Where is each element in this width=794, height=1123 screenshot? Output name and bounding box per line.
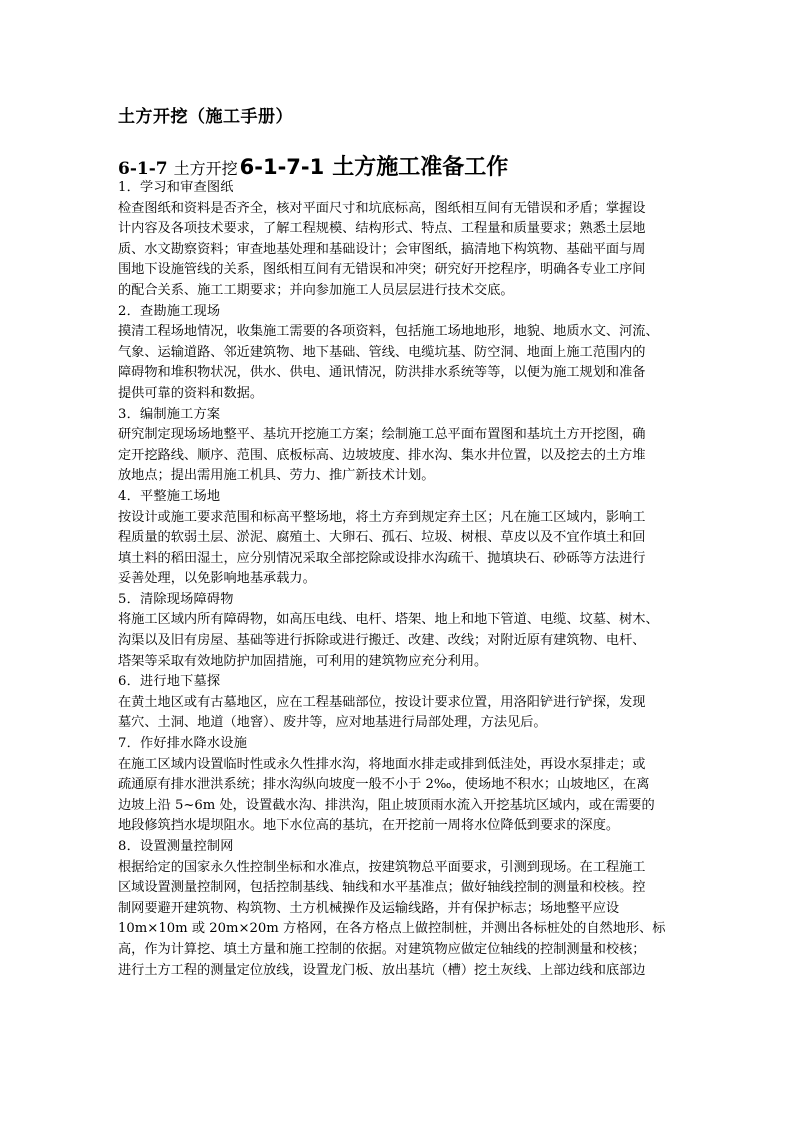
item-section bbox=[118, 178, 680, 302]
paragraph-line: 放地点；提出需用施工机具、劳力、推广新技术计划。 bbox=[118, 468, 435, 484]
paragraph-line: 根据给定的国家永久性控制坐标和水准点，按建筑物总平面要求，引测到现场。在工程施工 bbox=[118, 859, 646, 875]
paragraph-line: 研究制定现场场地整平、基坑开挖施工方案；绘制施工总平面布置图和基坑土方开挖图，确 bbox=[118, 427, 646, 443]
document-page bbox=[118, 96, 680, 981]
paragraph-line: 将施工区域内所有障碍物，如高压电线、电杆、塔架、地上和地下管道、电缆、坟墓、树木、 bbox=[118, 612, 659, 628]
paragraph-line: 按设计或施工要求范围和标高平整场地，将土方弃到规定弃土区；凡在施工区域内，影响工 bbox=[118, 509, 646, 525]
item-section bbox=[118, 837, 680, 981]
paragraph-line: 的配合关系、施工工期要求；并向参加施工人员层层进行技术交底。 bbox=[118, 282, 514, 298]
item-paragraph bbox=[118, 610, 680, 672]
item-section bbox=[118, 405, 680, 487]
section-heading bbox=[118, 150, 680, 178]
paragraph-line: 10m×10m 或 20m×20m 方格网，在各方格点上做控制桩，并测出各标桩处的自然地形、标 bbox=[118, 921, 666, 937]
paragraph-line: 围地下设施管线的关系，图纸相互间有无错误和冲突；研究好开挖程序，明确各专业工序间 bbox=[118, 262, 646, 278]
paragraph-line: 妥善处理，以免影响地基承载力。 bbox=[118, 571, 316, 587]
paragraph-line: 气象、运输道路、邻近建筑物、地下基础、管线、电缆坑基、防空洞、地面上施工范围内的 bbox=[118, 344, 646, 360]
item-section bbox=[118, 302, 680, 405]
item-paragraph bbox=[118, 693, 680, 734]
paragraph-line: 进行土方工程的测量定位放线，设置龙门板、放出基坑（槽）挖土灰线、上部边线和底部边 bbox=[118, 962, 646, 978]
item-heading: 5．清除现场障碍物 bbox=[118, 591, 234, 607]
paragraph-line: 塔架等采取有效地防护加固措施，可利用的建筑物应充分利用。 bbox=[118, 653, 488, 669]
item-section bbox=[118, 487, 680, 590]
paragraph-line: 高，作为计算挖、填土方量和施工控制的依据。对建筑物应做定位轴线的控制测量和校核； bbox=[118, 941, 646, 957]
item-paragraph bbox=[118, 858, 680, 982]
paragraph-line: 墓穴、土洞、地道（地窨）、废井等，应对地基进行局部处理，方法见后。 bbox=[118, 715, 547, 731]
paragraph-line: 障碍物和堆积物状况，供水、供电、通讯情况，防洪排水系统等等，以便为施工规划和准备 bbox=[118, 365, 646, 381]
item-heading: 1．学习和审查图纸 bbox=[118, 180, 234, 195]
item-paragraph bbox=[118, 322, 680, 404]
paragraph-line: 沟渠以及旧有房屋、基础等进行拆除或进行搬迁、改建、改线；对附近原有建筑物、电杆、 bbox=[118, 633, 646, 649]
item-heading: 2．查勘施工现场 bbox=[118, 303, 221, 319]
paragraph-line: 检查图纸和资料是否齐全，核对平面尺寸和坑底标高，图纸相互间有无错误和矛盾；掌握设 bbox=[118, 200, 646, 216]
section-subtitle: 土方开挖 bbox=[173, 159, 238, 178]
item-paragraph bbox=[118, 755, 680, 837]
paragraph-line: 程质量的软弱土层、淤泥、腐殖土、大卵石、孤石、垃圾、树根、草皮以及不宜作填土和回 bbox=[118, 530, 646, 546]
item-heading: 7．作好排水降水设施 bbox=[118, 736, 248, 752]
paragraph-line: 计内容及各项技术要求，了解工程规模、结构形式、特点、工程量和质量要求；熟悉土层地 bbox=[118, 221, 646, 237]
item-heading: 6．进行地下墓探 bbox=[118, 674, 221, 690]
item-paragraph bbox=[118, 508, 680, 590]
paragraph-line: 制网要避开建筑物、构筑物、土方机械操作及运输线路，并有保护标志；场地整平应设 bbox=[118, 900, 620, 916]
paragraph-line: 地段修筑挡水堤坝阻水。地下水位高的基坑，在开挖前一周将水位降低到要求的深度。 bbox=[118, 818, 620, 834]
section-number: 6-1-7 bbox=[118, 159, 168, 179]
paragraph-line: 在黄土地区或有古墓地区，应在工程基础部位，按设计要求位置，用洛阳铲进行铲探，发现 bbox=[118, 694, 646, 710]
item-section bbox=[118, 590, 680, 672]
document-title: 土方开挖（施工手册） bbox=[118, 107, 293, 127]
paragraph-line: 疏通原有排水泄洪系统；排水沟纵向坡度一般不小于 2‰，使场地不积水；山坡地区，在离 bbox=[118, 777, 650, 793]
item-paragraph bbox=[118, 425, 680, 487]
item-section bbox=[118, 672, 680, 734]
document-body bbox=[118, 178, 680, 981]
paragraph-line: 区域设置测量控制网，包括控制基线、轴线和水平基准点；做好轴线控制的测量和校核。控 bbox=[118, 880, 646, 896]
subsection-number: 6-1-7-1 bbox=[239, 155, 325, 179]
paragraph-line: 在施工区域内设置临时性或永久性排水沟，将地面水排走或排到低洼处，再设水泵排走；或 bbox=[118, 756, 646, 772]
item-heading: 4．平整施工场地 bbox=[118, 488, 221, 504]
paragraph-line: 填土料的稻田湿土，应分别情况采取全部挖除或设排水沟疏干、抛填块石、砂砾等方法进行 bbox=[118, 550, 646, 566]
paragraph-line: 提供可靠的资料和数据。 bbox=[118, 385, 264, 401]
paragraph-line: 质、水文勘察资料；审查地基处理和基础设计；会审图纸，搞清地下构筑物、基础平面与周 bbox=[118, 241, 646, 257]
item-paragraph bbox=[118, 199, 680, 302]
item-heading: 8．设置测量控制网 bbox=[118, 839, 234, 854]
paragraph-line: 定开挖路线、顺序、范围、底板标高、边坡坡度、排水沟、集水井位置，以及挖去的土方堆 bbox=[118, 447, 646, 463]
subsection-title: 土方施工准备工作 bbox=[332, 155, 509, 180]
item-section bbox=[118, 734, 680, 837]
paragraph-line: 边坡上沿 5~6m 处，设置截水沟、排洪沟，阻止坡顶雨水流入开挖基坑区域内，或在需要的 bbox=[118, 797, 655, 813]
paragraph-line: 摸清工程场地情况，收集施工需要的各项资料，包括施工场地地形，地貌、地质水文、河流、 bbox=[118, 324, 659, 340]
item-heading: 3．编制施工方案 bbox=[118, 406, 221, 422]
